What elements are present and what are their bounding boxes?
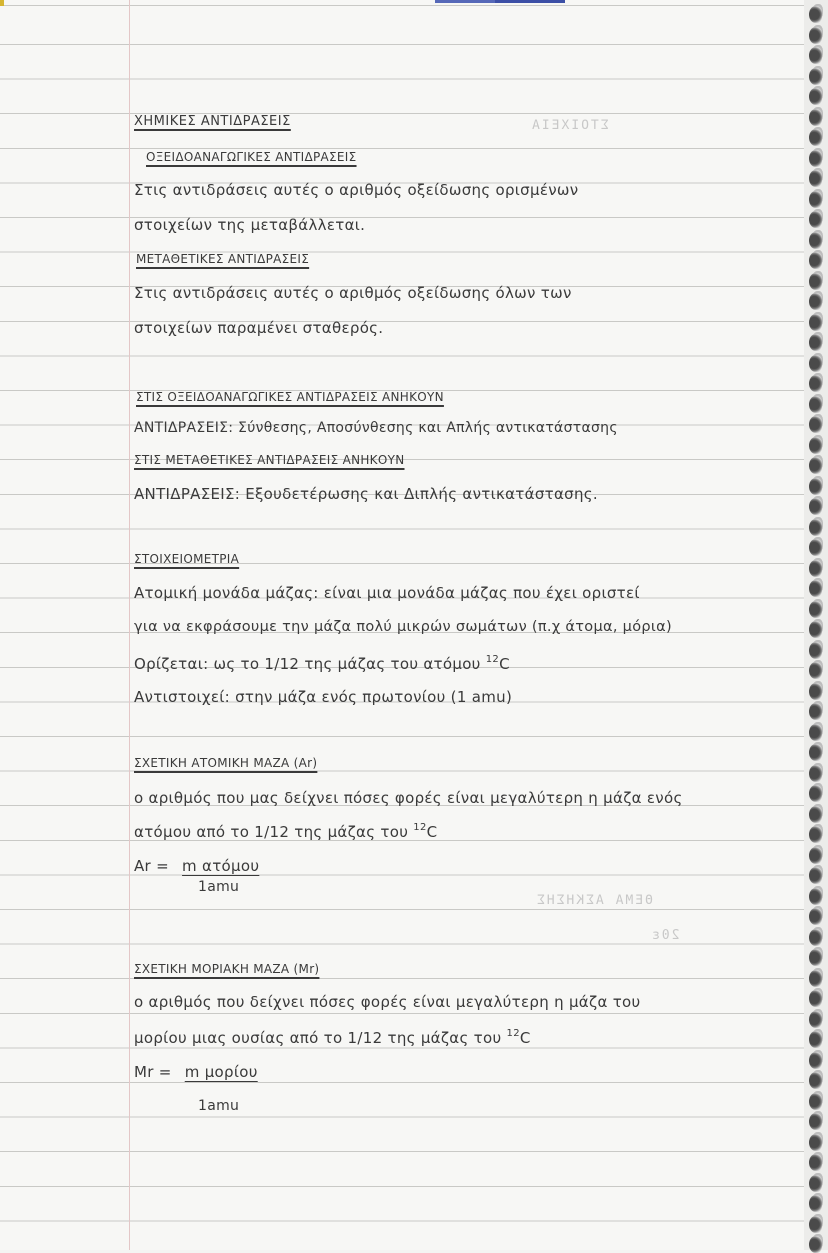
formula-lhs: Ar =: [134, 857, 169, 875]
spiral-ring: [809, 68, 822, 85]
text-line: ΑΝΤΙΔΡΑΣΕΙΣ: Σύνθεσης, Αποσύνθεσης και Απλής αντικατάστασης: [134, 420, 618, 436]
definition-text: ατόμου από το 1/12 της μάζας του: [134, 823, 409, 841]
spiral-ring: [809, 416, 822, 433]
bleed-through-text: 20ε: [650, 928, 680, 943]
text-line: Στις αντιδράσεις αυτές ο αριθμός οξείδωσης ορισμένων: [134, 181, 579, 199]
spiral-ring: [809, 621, 822, 638]
text-line: στοιχείων παραμένει σταθερός.: [134, 319, 384, 337]
formula-ar: [134, 857, 259, 875]
bleed-through-text: ΘΕΜΑ ΑΣΚΗΣΗΣ: [535, 893, 653, 908]
spiral-ring: [809, 744, 822, 761]
text-line: [134, 822, 437, 841]
definition-text: Ορίζεται: ως το 1/12 της μάζας του ατόμου: [134, 655, 481, 673]
margin-line: [129, 0, 130, 1250]
definition-text: μορίου μιας ουσίας από το 1/12 της μάζας του: [134, 1029, 502, 1047]
formula-lhs: Mr =: [134, 1063, 172, 1081]
spiral-ring: [809, 334, 822, 351]
spiral-ring: [809, 129, 822, 146]
spiral-ring: [809, 232, 822, 249]
spiral-ring: [809, 560, 822, 577]
subheading-metathesis-reactions: ΜΕΤΑΘΕΤΙΚΕΣ ΑΝΤΙΔΡΑΣΕΙΣ: [136, 252, 310, 266]
spiral-ring: [809, 683, 822, 700]
isotope-symbol: C: [499, 655, 510, 673]
heading-chemical-reactions: ΧΗΜΙΚΕΣ ΑΝΤΙΔΡΑΣΕΙΣ: [134, 114, 291, 129]
spiral-ring: [809, 580, 822, 597]
spiral-ring: [809, 519, 822, 536]
formula-numerator: m ατόμου: [182, 857, 260, 875]
spiral-ring: [809, 47, 822, 64]
text-line: [134, 654, 510, 673]
top-tab-marker-2: [495, 0, 565, 3]
corner-mark: [0, 0, 4, 6]
spiral-ring: [809, 642, 822, 659]
spiral-ring: [809, 1195, 822, 1212]
spiral-ring: [809, 1093, 822, 1110]
spiral-ring: [809, 785, 822, 802]
text-line: ο αριθμός που δείχνει πόσες φορές είναι μεγαλύτερη η μάζα του: [134, 993, 641, 1011]
spiral-ring: [809, 191, 822, 208]
spiral-ring: [809, 949, 822, 966]
text-line: Ατομική μονάδα μάζας: είναι μια μονάδα μάζας που έχει οριστεί: [134, 584, 640, 602]
spiral-ring: [809, 1113, 822, 1130]
isotope-mass: 12: [413, 822, 427, 833]
text-line: στοιχείων της μεταβάλλεται.: [134, 216, 366, 234]
spiral-ring: [809, 170, 822, 187]
isotope-symbol: C: [519, 1029, 531, 1047]
text-line: [134, 1028, 531, 1047]
spiral-ring: [809, 6, 822, 23]
spiral-ring: [809, 1134, 822, 1151]
spiral-ring: [809, 27, 822, 44]
formula-numerator: m μορίου: [184, 1063, 258, 1081]
spiral-ring: [809, 765, 822, 782]
text-line: για να εκφράσουμε την μάζα πολύ μικρών σωμάτων (π.χ άτομα, μόρια): [134, 619, 672, 635]
spiral-ring: [809, 1216, 822, 1233]
spiral-ring: [809, 355, 822, 372]
text-line: ο αριθμός που μας δείχνει πόσες φορές είναι μεγαλύτερη η μάζα ενός: [134, 789, 683, 807]
spiral-ring: [809, 1031, 822, 1048]
spiral-ring: [809, 457, 822, 474]
text-line: ΑΝΤΙΔΡΑΣΕΙΣ: Εξουδετέρωσης και Διπλής αντικατάστασης.: [134, 485, 598, 503]
formula-mr: [134, 1063, 258, 1081]
spiral-ring: [809, 662, 822, 679]
text-line: Στις αντιδράσεις αυτές ο αριθμός οξείδωσης όλων των: [134, 284, 572, 302]
spiral-ring: [809, 252, 822, 269]
spiral-ring: [809, 150, 822, 167]
heading-relative-molecular-mass: ΣΧΕΤΙΚΗ ΜΟΡΙΑΚΗ ΜΑΖΑ (Mr): [134, 962, 320, 976]
spiral-ring: [809, 539, 822, 556]
spiral-ring: [809, 1052, 822, 1069]
spiral-ring: [809, 498, 822, 515]
spiral-ring: [809, 601, 822, 618]
formula-denominator: 1amu: [198, 1098, 240, 1114]
spiral-ring: [809, 293, 822, 310]
spiral-ring: [809, 1072, 822, 1089]
spiral-ring: [809, 396, 822, 413]
spiral-ring: [809, 970, 822, 987]
spiral-ring: [809, 990, 822, 1007]
spiral-ring: [809, 109, 822, 126]
text-line: Αντιστοιχεί: στην μάζα ενός πρωτονίου (1 amu): [134, 688, 513, 706]
bleed-through-text: ΣΤΟΙΧΕΙΑ: [530, 118, 609, 133]
spiral-binding: [804, 0, 828, 1250]
spiral-ring: [809, 437, 822, 454]
isotope-symbol: C: [426, 823, 438, 841]
spiral-ring: [809, 847, 822, 864]
spiral-ring: [809, 703, 822, 720]
spiral-ring: [809, 273, 822, 290]
heading-stoichiometry: ΣΤΟΙΧΕΙΟΜΕΤΡΙΑ: [134, 552, 240, 566]
isotope-mass: 12: [485, 654, 500, 665]
heading-redox-belong: ΣΤΙΣ ΟΞΕΙΔΟΑΝΑΓΩΓΙΚΕΣ ΑΝΤΙΔΡΑΣΕΙΣ ΑΝΗΚΟΥΝ: [136, 390, 444, 404]
spiral-ring: [809, 888, 822, 905]
spiral-ring: [809, 88, 822, 105]
spiral-ring: [809, 1236, 822, 1253]
spiral-ring: [809, 826, 822, 843]
spiral-ring: [809, 375, 822, 392]
spiral-ring: [809, 908, 822, 925]
spiral-ring: [809, 211, 822, 228]
spiral-ring: [809, 314, 822, 331]
spiral-ring: [809, 1154, 822, 1171]
formula-denominator: 1amu: [198, 879, 240, 895]
spiral-ring: [809, 867, 822, 884]
spiral-ring: [809, 724, 822, 741]
isotope-mass: 12: [506, 1028, 520, 1039]
subheading-redox-reactions: ΟΞΕΙΔΟΑΝΑΓΩΓΙΚΕΣ ΑΝΤΙΔΡΑΣΕΙΣ: [146, 150, 357, 164]
spiral-ring: [809, 478, 822, 495]
spiral-ring: [809, 929, 822, 946]
heading-metathesis-belong: ΣΤΙΣ ΜΕΤΑΘΕΤΙΚΕΣ ΑΝΤΙΔΡΑΣΕΙΣ ΑΝΗΚΟΥΝ: [134, 453, 405, 467]
spiral-ring: [809, 1011, 822, 1028]
heading-relative-atomic-mass: ΣΧΕΤΙΚΗ ΑΤΟΜΙΚΗ ΜΑΖΑ (Ar): [134, 756, 318, 770]
spiral-ring: [809, 806, 822, 823]
spiral-ring: [809, 1175, 822, 1192]
